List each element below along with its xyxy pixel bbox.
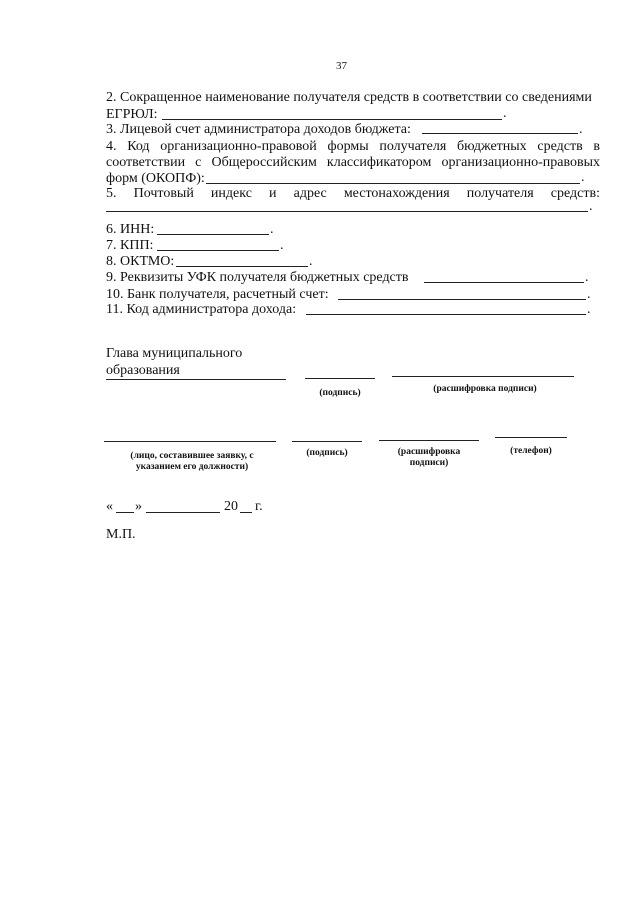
compiler-decoding-caption-2: подписи) xyxy=(409,458,449,468)
item-3-field[interactable] xyxy=(422,133,578,134)
item-10-label: 10. Банк получателя, расчетный счет: xyxy=(106,287,329,302)
item-7-label: 7. КПП: xyxy=(106,238,154,253)
item-7-period: . xyxy=(280,238,284,253)
item-11-label: 11. Код администратора дохода: xyxy=(106,302,297,317)
item-5-field[interactable] xyxy=(106,211,588,212)
item-5-label: 5. Почтовый индекс и адрес местонахождения получателя средств: xyxy=(106,186,600,201)
item-11-field[interactable] xyxy=(306,314,586,315)
item-7-field[interactable] xyxy=(157,250,279,251)
item-8-period: . xyxy=(309,254,313,269)
date-year-suffix: г. xyxy=(255,499,263,514)
compiler-signature-line[interactable] xyxy=(292,441,362,442)
page-number: 37 xyxy=(336,60,347,72)
compiler-signature-caption: (подпись) xyxy=(306,448,348,458)
item-2-period: . xyxy=(503,106,507,121)
head-signature-line[interactable] xyxy=(305,378,375,379)
date-close-quote: » xyxy=(135,499,142,514)
compiler-phone-line[interactable] xyxy=(495,437,567,438)
head-signature-caption: (подпись) xyxy=(319,388,361,398)
item-4-line-3: форм (ОКОПФ): xyxy=(106,171,205,186)
item-2-line-1: 2. Сокращенное наименование получателя средств в соответствии со сведениями xyxy=(106,90,592,105)
date-open-quote: « xyxy=(106,499,113,514)
item-8-label: 8. ОКТМО: xyxy=(106,254,175,269)
item-8-field[interactable] xyxy=(176,266,308,267)
item-6-field[interactable] xyxy=(157,234,269,235)
compiler-phone-caption: (телефон) xyxy=(510,446,552,456)
head-decoding-caption: (расшифровка подписи) xyxy=(433,384,537,394)
item-5-period: . xyxy=(589,199,593,214)
compiler-position-caption-1: (лицо, составившее заявку, с xyxy=(130,451,254,461)
compiler-position-line[interactable] xyxy=(104,441,276,442)
item-4-period: . xyxy=(581,170,585,185)
head-position-line[interactable] xyxy=(106,379,286,380)
item-9-label: 9. Реквизиты УФК получателя бюджетных средств xyxy=(106,270,409,285)
item-2-line-2: ЕГРЮЛ: xyxy=(106,107,158,122)
item-3-label: 3. Лицевой счет администратора доходов бюджета: xyxy=(106,122,411,137)
head-decoding-line[interactable] xyxy=(392,376,574,377)
head-title-line-2: образования xyxy=(106,363,180,378)
item-2-field[interactable] xyxy=(162,119,502,120)
item-4-line-1: 4. Код организационно-правовой формы получателя бюджетных средств в xyxy=(106,139,600,154)
item-10-period: . xyxy=(587,287,591,302)
item-11-period: . xyxy=(587,302,591,317)
compiler-decoding-line[interactable] xyxy=(379,440,479,441)
date-year-field[interactable] xyxy=(240,512,252,513)
item-3-period: . xyxy=(579,122,583,137)
stamp-label: М.П. xyxy=(106,527,136,542)
item-9-period: . xyxy=(585,270,589,285)
compiler-decoding-caption-1: (расшифровка xyxy=(397,447,461,457)
head-title-line-1: Глава муниципального xyxy=(106,346,243,361)
compiler-position-caption-2: указанием его должности) xyxy=(135,462,249,472)
item-4-field[interactable] xyxy=(206,183,580,184)
date-month-field[interactable] xyxy=(146,512,220,513)
item-9-field[interactable] xyxy=(424,282,584,283)
item-6-label: 6. ИНН: xyxy=(106,222,155,237)
date-day-field[interactable] xyxy=(116,512,134,513)
item-6-period: . xyxy=(270,222,274,237)
date-year-prefix: 20 xyxy=(224,499,238,514)
item-10-field[interactable] xyxy=(338,299,586,300)
item-4-line-2: соответствии с Общероссийским классификатором организационно-правовых xyxy=(106,155,600,170)
